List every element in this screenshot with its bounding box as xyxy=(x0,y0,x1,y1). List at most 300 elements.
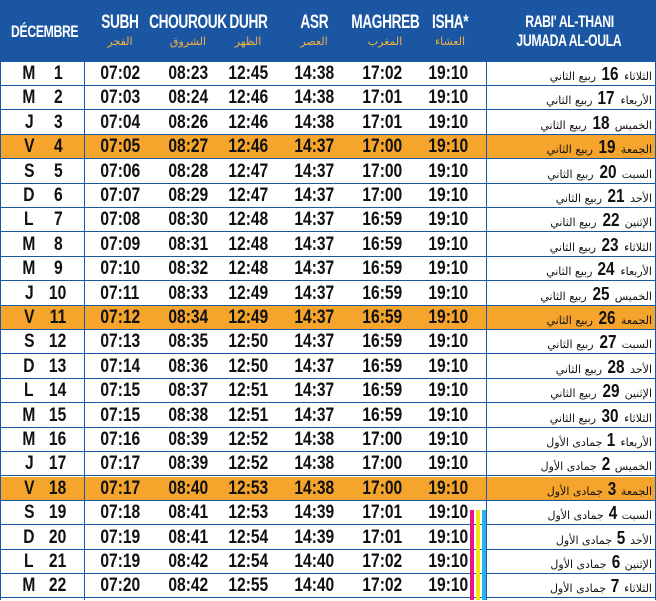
time-subh xyxy=(84,135,156,159)
hijri-month: جمادى الأول xyxy=(540,460,597,474)
column-divider xyxy=(84,62,85,600)
hijri-weekday: الثلاثاء xyxy=(624,70,652,83)
hijri-day: 5 xyxy=(616,527,626,548)
hijri-month: ربيع الثاني xyxy=(555,192,603,205)
time-asr xyxy=(278,306,350,330)
table-header xyxy=(0,0,656,62)
time-duhr-text: 12:54 xyxy=(228,551,268,572)
table-row xyxy=(0,330,656,354)
time-maghreb xyxy=(346,62,418,86)
time-asr-text: 14:40 xyxy=(294,551,334,572)
weekday-letter xyxy=(10,452,48,476)
hijri-month: جمادى الأول xyxy=(546,436,603,449)
time-subh-text: 07:14 xyxy=(100,355,140,377)
time-duhr xyxy=(212,452,284,476)
time-duhr xyxy=(212,379,284,403)
time-subh-text: 07:06 xyxy=(100,160,140,182)
time-maghreb xyxy=(346,111,418,135)
time-maghreb xyxy=(346,379,418,403)
header-hijri-line2: JUMADA AL-OULA xyxy=(516,31,622,50)
header-col-maghreb xyxy=(346,0,424,62)
header-col-label: ISHA* xyxy=(431,12,469,33)
hijri-month: ربيع الثاني xyxy=(540,289,587,303)
date-number-text: 12 xyxy=(49,331,67,353)
weekday-letter-text: S xyxy=(23,331,35,353)
table-row xyxy=(0,550,656,574)
hijri-date xyxy=(486,355,652,379)
weekday-letter-text: M xyxy=(22,258,36,280)
time-subh xyxy=(84,257,156,281)
time-maghreb-text: 17:00 xyxy=(362,429,402,450)
time-isha-text: 19:10 xyxy=(428,160,468,182)
time-isha-text: 19:10 xyxy=(428,404,468,426)
date-number xyxy=(44,355,72,379)
time-maghreb-text: 17:01 xyxy=(362,111,402,133)
time-maghreb xyxy=(346,404,418,428)
time-isha xyxy=(418,452,478,476)
weekday-letter xyxy=(10,184,48,208)
date-number xyxy=(44,306,72,330)
time-asr-text: 14:37 xyxy=(294,355,334,377)
hijri-month: جمادى الأول xyxy=(547,509,604,523)
time-asr xyxy=(278,233,350,257)
time-asr-text: 14:37 xyxy=(294,307,334,328)
header-month-label: DÉCEMBRE xyxy=(11,21,79,41)
time-isha-text: 19:10 xyxy=(428,136,468,158)
weekday-letter-text: M xyxy=(22,575,36,597)
hijri-weekday: الثلاثاء xyxy=(624,240,652,254)
time-chourouk-text: 08:42 xyxy=(168,575,208,597)
time-isha-text: 19:10 xyxy=(428,307,468,328)
time-subh-text: 07:17 xyxy=(100,477,140,499)
hijri-month: ربيع الثاني xyxy=(550,387,597,401)
weekday-letter xyxy=(10,477,48,501)
time-subh xyxy=(84,501,156,525)
time-isha xyxy=(418,257,478,281)
time-isha-text: 19:10 xyxy=(428,87,468,109)
hijri-date xyxy=(486,184,652,208)
time-duhr xyxy=(212,135,284,159)
table-row xyxy=(0,452,656,476)
hijri-month: ربيع الثاني xyxy=(549,240,597,254)
hijri-date xyxy=(486,477,652,501)
hijri-month: ربيع الثاني xyxy=(546,314,593,327)
time-isha xyxy=(418,550,478,574)
weekday-letter-text: J xyxy=(24,282,34,304)
time-maghreb xyxy=(346,330,418,354)
hijri-weekday: السبت xyxy=(621,167,652,181)
time-subh xyxy=(84,306,156,330)
date-number xyxy=(44,452,72,476)
time-duhr xyxy=(212,86,284,110)
time-maghreb xyxy=(346,282,418,306)
date-number xyxy=(44,526,72,550)
table-row xyxy=(0,404,656,428)
time-isha-text: 19:10 xyxy=(428,551,468,572)
date-number xyxy=(44,111,72,135)
hijri-day: 19 xyxy=(598,137,616,158)
weekday-letter xyxy=(10,306,48,330)
table-row xyxy=(0,574,656,598)
hijri-month: ربيع الثاني xyxy=(549,70,597,83)
hijri-date xyxy=(486,135,652,159)
hijri-month: جمادى الأول xyxy=(549,582,607,596)
hijri-weekday: الأحد xyxy=(630,362,652,376)
time-subh xyxy=(84,330,156,354)
time-asr-text: 14:39 xyxy=(294,526,334,548)
time-isha-text: 19:10 xyxy=(428,185,468,206)
table-row xyxy=(0,111,656,135)
time-asr-text: 14:37 xyxy=(294,233,334,255)
hijri-month: ربيع الثاني xyxy=(555,362,603,376)
weekday-letter-text: S xyxy=(23,160,35,182)
date-number-text: 7 xyxy=(53,209,63,231)
hijri-weekday: السبت xyxy=(621,509,652,523)
time-subh xyxy=(84,574,156,598)
time-chourouk-text: 08:41 xyxy=(168,526,208,548)
time-maghreb-text: 16:59 xyxy=(362,282,402,304)
time-maghreb xyxy=(346,208,418,232)
date-number-text: 4 xyxy=(53,136,63,158)
header-col-duhr xyxy=(212,0,284,62)
date-number-text: 9 xyxy=(53,258,63,280)
table-row xyxy=(0,257,656,281)
hijri-day: 7 xyxy=(610,576,620,597)
hijri-weekday: الأحد xyxy=(630,192,652,205)
time-maghreb-text: 17:00 xyxy=(362,185,402,206)
time-asr xyxy=(278,428,350,452)
time-asr-text: 14:38 xyxy=(294,63,334,84)
time-duhr xyxy=(212,62,284,86)
date-number xyxy=(44,574,72,598)
weekday-letter xyxy=(10,111,48,135)
header-col-arabic: العصر xyxy=(300,35,328,48)
time-chourouk-text: 08:42 xyxy=(168,551,208,572)
hijri-weekday: السبت xyxy=(621,338,652,352)
weekday-letter-text: L xyxy=(24,380,34,402)
table-row xyxy=(0,160,656,184)
header-col-hijri xyxy=(486,0,652,62)
time-asr-text: 14:38 xyxy=(294,429,334,450)
hijri-date xyxy=(486,282,652,306)
time-isha xyxy=(418,379,478,403)
time-duhr-text: 12:48 xyxy=(228,233,268,255)
time-subh xyxy=(84,526,156,550)
time-asr xyxy=(278,452,350,476)
time-isha xyxy=(418,233,478,257)
time-duhr xyxy=(212,208,284,232)
date-number xyxy=(44,477,72,501)
hijri-month: ربيع الثاني xyxy=(546,94,593,108)
time-isha xyxy=(418,208,478,232)
time-duhr-text: 12:50 xyxy=(228,355,268,377)
weekday-letter xyxy=(10,379,48,403)
hijri-date xyxy=(486,86,652,110)
header-col-label: SUBH xyxy=(101,12,139,33)
time-subh xyxy=(84,404,156,428)
time-duhr-text: 12:47 xyxy=(228,185,268,206)
header-month xyxy=(6,0,84,62)
time-duhr xyxy=(212,404,284,428)
time-subh-text: 07:10 xyxy=(100,258,140,280)
time-asr-text: 14:37 xyxy=(294,185,334,206)
time-isha xyxy=(418,184,478,208)
hijri-day: 1 xyxy=(607,430,616,450)
time-duhr xyxy=(212,477,284,501)
table-row xyxy=(0,526,656,550)
time-asr xyxy=(278,282,350,306)
hijri-day: 23 xyxy=(601,234,619,255)
time-duhr xyxy=(212,257,284,281)
date-number xyxy=(44,135,72,159)
time-subh-text: 07:17 xyxy=(100,453,140,475)
time-subh xyxy=(84,477,156,501)
date-number xyxy=(44,184,72,208)
time-asr-text: 14:37 xyxy=(294,380,334,402)
hijri-day: 3 xyxy=(607,478,617,499)
date-number-text: 18 xyxy=(49,477,67,499)
time-maghreb-text: 17:02 xyxy=(362,575,402,597)
hijri-date xyxy=(486,257,652,281)
time-asr-text: 14:37 xyxy=(294,404,334,426)
time-chourouk-text: 08:27 xyxy=(168,136,208,158)
hijri-month: جمادى الأول xyxy=(555,533,613,547)
time-subh xyxy=(84,452,156,476)
header-col-arabic: الفجر xyxy=(107,35,133,48)
hijri-date xyxy=(486,404,652,428)
time-isha xyxy=(418,111,478,135)
time-asr xyxy=(278,111,350,135)
table-row xyxy=(0,233,656,257)
time-isha xyxy=(418,477,478,501)
hijri-day: 29 xyxy=(602,381,620,402)
time-asr xyxy=(278,526,350,550)
time-chourouk-text: 08:35 xyxy=(168,331,208,353)
time-asr-text: 14:37 xyxy=(294,331,334,353)
date-number-text: 16 xyxy=(49,429,67,450)
time-maghreb-text: 17:00 xyxy=(362,453,402,475)
time-maghreb xyxy=(346,501,418,525)
hijri-weekday: الجمعة xyxy=(620,314,652,327)
time-isha-text: 19:10 xyxy=(428,282,468,304)
hijri-day: 2 xyxy=(601,454,611,475)
time-isha xyxy=(418,501,478,525)
time-asr xyxy=(278,160,350,184)
date-number xyxy=(44,257,72,281)
hijri-weekday: الخميس xyxy=(614,460,652,474)
time-maghreb-text: 17:01 xyxy=(362,526,402,548)
time-maghreb-text: 17:00 xyxy=(362,160,402,182)
time-asr-text: 14:40 xyxy=(294,575,334,597)
time-duhr xyxy=(212,355,284,379)
time-duhr xyxy=(212,184,284,208)
time-duhr-text: 12:48 xyxy=(228,258,268,280)
print-stripe-cyan xyxy=(482,510,486,600)
hijri-date xyxy=(486,379,652,403)
time-maghreb-text: 17:01 xyxy=(362,87,402,109)
hijri-weekday: الأربعاء xyxy=(620,436,652,449)
date-number-text: 14 xyxy=(49,380,67,402)
time-subh-text: 07:03 xyxy=(100,87,140,109)
time-isha xyxy=(418,135,478,159)
time-asr xyxy=(278,62,350,86)
weekday-letter xyxy=(10,282,48,306)
time-maghreb xyxy=(346,233,418,257)
time-maghreb-text: 17:02 xyxy=(362,63,402,84)
time-subh xyxy=(84,86,156,110)
hijri-weekday: الإثنين xyxy=(624,216,652,230)
time-chourouk-text: 08:23 xyxy=(168,63,208,84)
hijri-weekday: الجمعة xyxy=(620,484,652,498)
time-subh xyxy=(84,428,156,452)
hijri-date xyxy=(486,208,652,232)
time-subh-text: 07:15 xyxy=(100,404,140,426)
weekday-letter-text: M xyxy=(22,404,36,426)
time-subh-text: 07:16 xyxy=(100,429,140,450)
time-isha-text: 19:10 xyxy=(428,477,468,499)
hijri-month: جمادى الأول xyxy=(550,558,607,571)
table-row xyxy=(0,208,656,232)
hijri-date xyxy=(486,550,652,574)
time-isha-text: 19:10 xyxy=(428,380,468,402)
time-subh-text: 07:09 xyxy=(100,233,140,255)
time-isha xyxy=(418,574,478,598)
date-number xyxy=(44,62,72,86)
weekday-letter-text: L xyxy=(24,209,34,231)
time-chourouk-text: 08:41 xyxy=(168,502,208,524)
date-number xyxy=(44,404,72,428)
hijri-day: 28 xyxy=(607,356,625,377)
hijri-date xyxy=(486,160,652,184)
hijri-weekday: الأربعاء xyxy=(620,265,652,279)
header-col-label: DUHR xyxy=(228,12,268,33)
header-col-arabic: الشروق xyxy=(169,35,207,48)
time-subh xyxy=(84,208,156,232)
time-subh xyxy=(84,111,156,135)
time-isha xyxy=(418,330,478,354)
print-stripe-magenta xyxy=(470,510,474,600)
weekday-letter-text: V xyxy=(23,307,35,328)
date-number-text: 13 xyxy=(49,355,67,377)
table-row xyxy=(0,86,656,110)
table-row xyxy=(0,355,656,379)
time-duhr xyxy=(212,550,284,574)
time-asr xyxy=(278,330,350,354)
time-subh-text: 07:15 xyxy=(100,380,140,402)
weekday-letter xyxy=(10,428,48,452)
hijri-day: 4 xyxy=(608,503,617,524)
hijri-day: 25 xyxy=(592,283,610,304)
time-maghreb xyxy=(346,160,418,184)
time-maghreb xyxy=(346,574,418,598)
time-isha xyxy=(418,160,478,184)
time-asr xyxy=(278,355,350,379)
time-maghreb-text: 16:59 xyxy=(362,355,402,377)
hijri-month: جمادى الأول xyxy=(546,484,603,498)
time-duhr xyxy=(212,306,284,330)
date-number-text: 11 xyxy=(49,307,67,328)
time-maghreb xyxy=(346,550,418,574)
column-divider xyxy=(486,62,487,600)
date-number xyxy=(44,550,72,574)
time-maghreb-text: 16:59 xyxy=(362,331,402,353)
hijri-day: 27 xyxy=(599,332,617,353)
hijri-weekday: الجمعة xyxy=(620,143,652,157)
time-subh xyxy=(84,355,156,379)
time-chourouk-text: 08:40 xyxy=(168,477,208,499)
hijri-weekday: الثلاثاء xyxy=(624,582,652,596)
date-number-text: 20 xyxy=(49,526,67,548)
time-asr-text: 14:37 xyxy=(294,282,334,304)
time-maghreb-text: 17:01 xyxy=(362,502,402,524)
time-asr-text: 14:37 xyxy=(294,258,334,280)
date-number xyxy=(44,428,72,452)
weekday-letter-text: V xyxy=(23,136,35,158)
time-asr-text: 14:37 xyxy=(294,160,334,182)
time-duhr-text: 12:53 xyxy=(228,477,268,499)
time-duhr xyxy=(212,160,284,184)
weekday-letter-text: L xyxy=(24,551,34,572)
table-row xyxy=(0,282,656,306)
hijri-date xyxy=(486,526,652,550)
time-subh xyxy=(84,282,156,306)
time-subh xyxy=(84,233,156,257)
time-isha-text: 19:10 xyxy=(428,331,468,353)
weekday-letter-text: D xyxy=(23,355,35,377)
time-maghreb xyxy=(346,86,418,110)
time-isha-text: 19:10 xyxy=(428,575,468,597)
time-maghreb xyxy=(346,257,418,281)
weekday-letter-text: M xyxy=(22,233,36,255)
time-isha-text: 19:10 xyxy=(428,258,468,280)
time-duhr-text: 12:46 xyxy=(228,87,268,109)
header-col-arabic: المغرب xyxy=(367,35,403,48)
weekday-letter-text: J xyxy=(24,453,34,475)
time-asr xyxy=(278,208,350,232)
hijri-month: ربيع الثاني xyxy=(547,338,594,352)
hijri-month: ربيع الثاني xyxy=(546,265,593,279)
hijri-month: ربيع الثاني xyxy=(547,167,594,181)
time-duhr-text: 12:51 xyxy=(228,380,268,402)
header-hijri-line1: RABI' AL-THANI xyxy=(524,12,614,31)
hijri-date xyxy=(486,330,652,354)
time-duhr-text: 12:46 xyxy=(228,136,268,158)
hijri-date xyxy=(486,306,652,330)
table-row xyxy=(0,379,656,403)
weekday-letter xyxy=(10,233,48,257)
table-row xyxy=(0,501,656,525)
hijri-day: 24 xyxy=(597,259,615,280)
header-col-arabic: الظهر xyxy=(234,35,262,48)
weekday-letter xyxy=(10,330,48,354)
time-asr xyxy=(278,379,350,403)
time-chourouk-text: 08:28 xyxy=(168,160,208,182)
weekday-letter xyxy=(10,208,48,232)
hijri-day: 16 xyxy=(601,64,619,84)
time-maghreb-text: 17:02 xyxy=(362,551,402,572)
time-maghreb-text: 16:59 xyxy=(362,233,402,255)
time-isha xyxy=(418,62,478,86)
hijri-day: 21 xyxy=(607,186,625,206)
time-chourouk-text: 08:34 xyxy=(168,307,208,328)
time-maghreb-text: 16:59 xyxy=(362,380,402,402)
hijri-date xyxy=(486,111,652,135)
weekday-letter xyxy=(10,135,48,159)
weekday-letter xyxy=(10,574,48,598)
time-isha-text: 19:10 xyxy=(428,63,468,84)
header-col-isha xyxy=(418,0,482,62)
time-subh-text: 07:18 xyxy=(100,502,140,524)
